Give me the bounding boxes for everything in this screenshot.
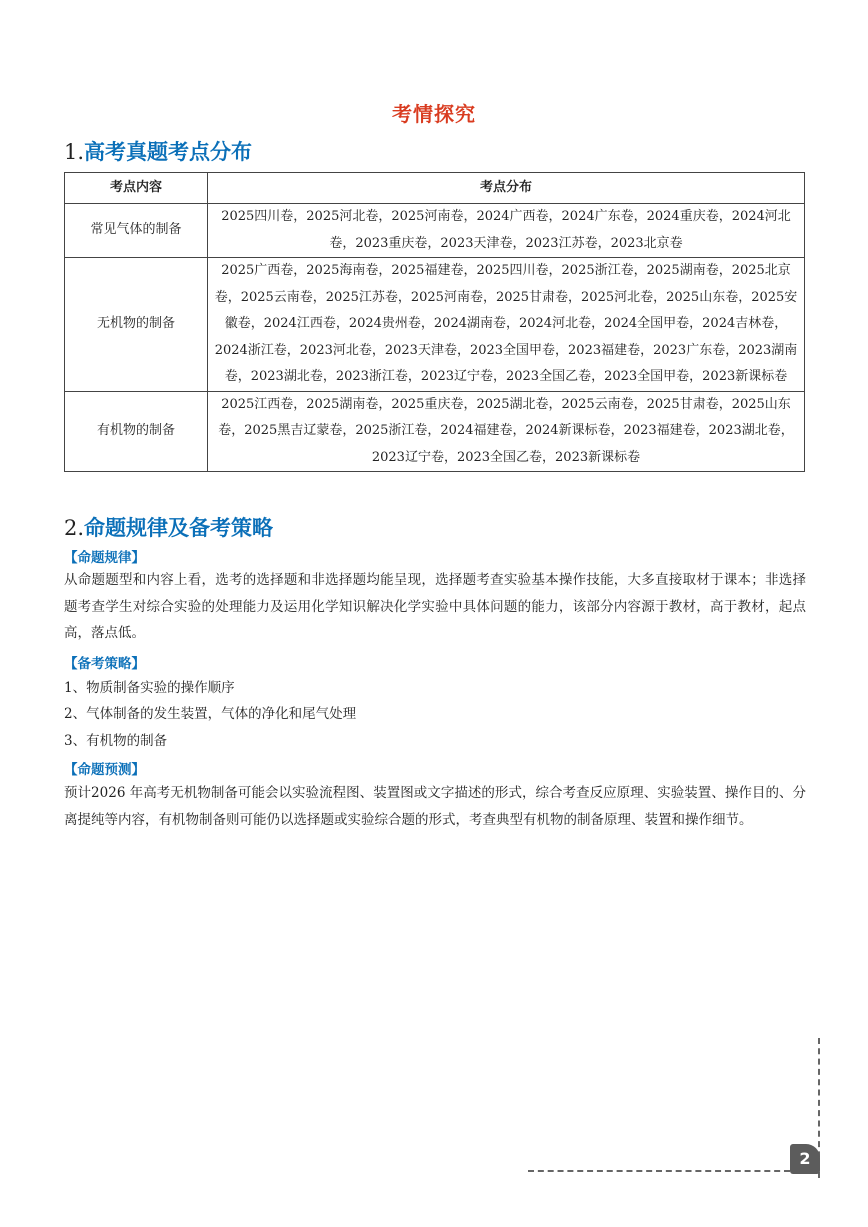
forecast-text: 预计2026 年高考无机物制备可能会以实验流程图、装置图或文字描述的形式，综合考查反应原理、实验装置、操作目的、分离提纯等内容，有机物制备则可能仍以选择题或实验综合题的形式，考查典型有机物的制备原理、装置和操作细节。 — [64, 785, 806, 828]
exam-distribution-table — [64, 172, 805, 472]
page-title: 考情探究 — [392, 102, 476, 126]
table-cell-distribution: 2025四川卷，2025河北卷，2025河南卷，2024广西卷，2024广东卷，2024重庆卷，2024河北卷，2023重庆卷，2023天津卷，2023江苏卷，2023北京卷 — [208, 204, 805, 258]
forecast-heading: 【命题预测】 — [64, 762, 145, 778]
section-1-number: 1. — [64, 140, 85, 164]
rule-text: 从命题题型和内容上看，选考的选择题和非选择题均能呈现，选择题考查实验基本操作技能，大多直接取材于课本；非选择题考查学生对综合实验的处理能力及运用化学知识解决化学实验中具体问题的能力，该部分内容源于教材，高于教材，起点高，落点低。 — [64, 572, 806, 641]
strategy-item-1: 1、物质制备实验的操作顺序 — [64, 680, 235, 696]
strategy-heading: 【备考策略】 — [64, 656, 145, 672]
section-1-heading — [64, 136, 252, 166]
table-cell-distribution: 2025江西卷，2025湖南卷，2025重庆卷，2025湖北卷，2025云南卷，2025甘肃卷，2025山东卷，2025黑吉辽蒙卷，2025浙江卷，2024福建卷，2024新课标卷，2023福建卷，2023湖北卷，2023辽宁卷，2023全国乙卷，2023新课标卷 — [208, 391, 805, 472]
table-cell-topic: 有机物的制备 — [65, 391, 208, 472]
strategy-item-2: 2、气体制备的发生装置，气体的净化和尾气处理 — [64, 706, 357, 722]
section-1-title: 高考真题考点分布 — [84, 140, 253, 164]
table-row — [65, 204, 805, 258]
table-header-topic: 考点内容 — [65, 173, 208, 204]
strategy-item-3: 3、有机物的制备 — [64, 733, 168, 749]
page-border-horizontal-divider — [528, 1170, 790, 1172]
table-cell-distribution: 2025广西卷，2025海南卷，2025福建卷，2025四川卷，2025浙江卷，2025湖南卷，2025北京卷，2025云南卷，2025江苏卷，2025河南卷，2025甘肃卷，2025河北卷，2025山东卷，2025安徽卷，2024江西卷，2024贵州卷，2024湖南卷，2024河北卷，2024全国甲卷，2024吉林卷，2024浙江卷，2023河北卷，2023天津卷，2023全国甲卷，2023福建卷，2023广东卷，2023湖南卷，2023湖北卷，2023浙江卷，2023辽宁卷，2023全国乙卷，2023全国甲卷，2023新课标卷 — [208, 258, 805, 392]
table-header-row — [65, 173, 805, 204]
table-cell-topic: 无机物的制备 — [65, 258, 208, 392]
section-2-heading — [64, 512, 273, 542]
table-row — [65, 258, 805, 392]
page-number-badge: 2 — [790, 1144, 820, 1174]
section-2-title: 命题规律及备考策略 — [84, 516, 274, 540]
table-header-distribution: 考点分布 — [208, 173, 805, 204]
rule-heading: 【命题规律】 — [64, 550, 145, 566]
table-row — [65, 391, 805, 472]
table-cell-topic: 常见气体的制备 — [65, 204, 208, 258]
section-2-number: 2. — [64, 516, 85, 540]
